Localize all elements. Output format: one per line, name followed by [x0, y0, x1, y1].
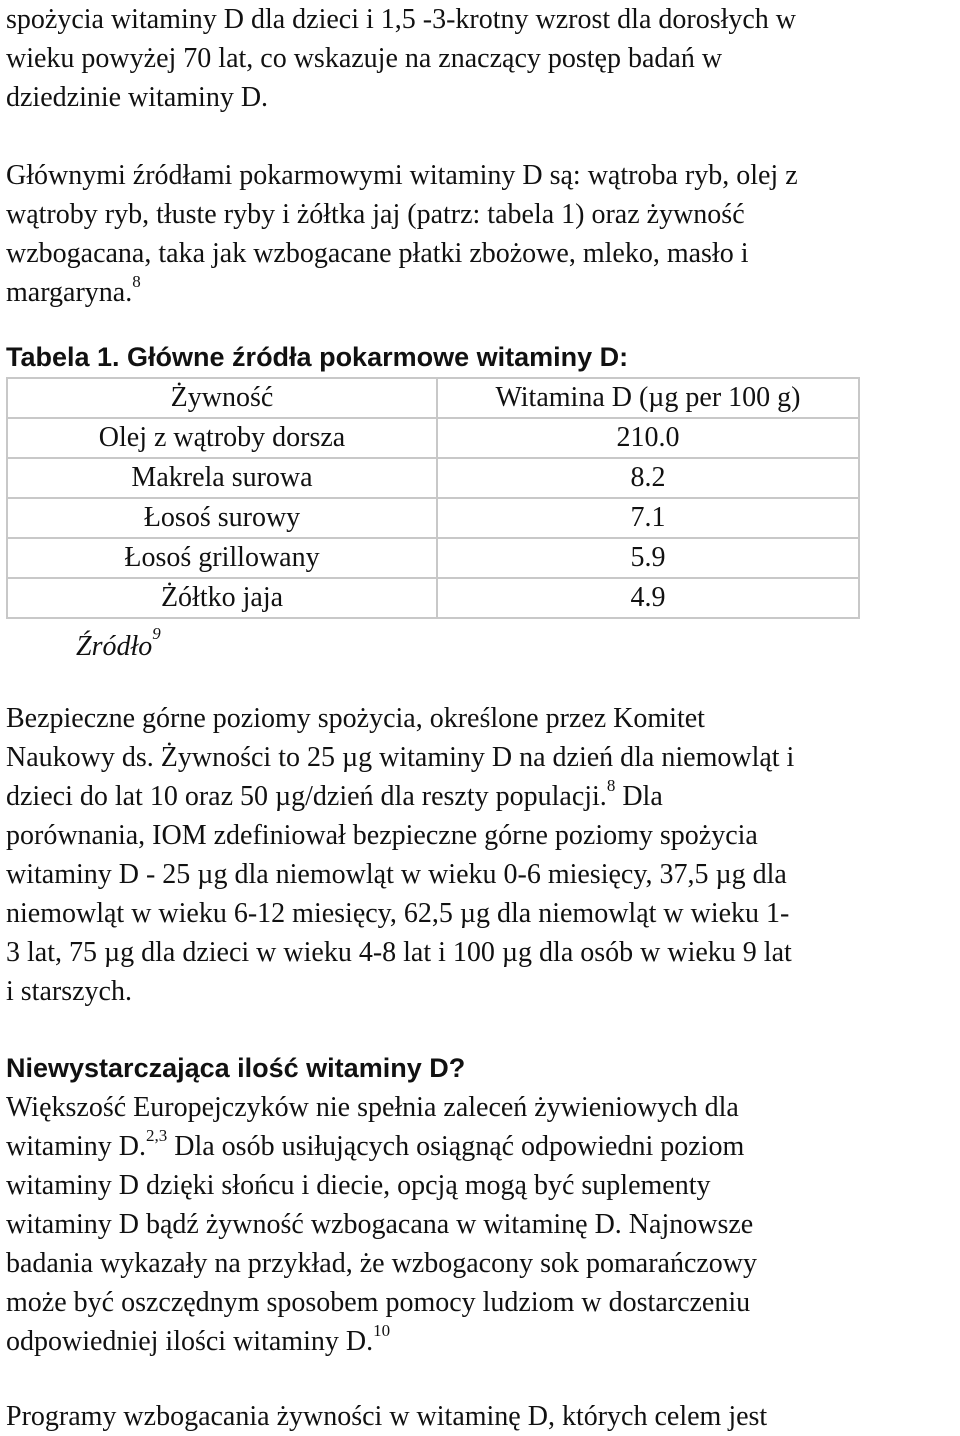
text-line — [6, 273, 798, 312]
text-line: spożycia witaminy D dla dzieci i 1,5 -3-krotny wzrost dla dorosłych w — [6, 4, 797, 35]
text-line: witaminy D dzięki słońcu i diecie, opcją mogą być suplementy — [6, 1170, 711, 1201]
food-cell: Łosoś surowy — [7, 498, 437, 538]
text-line: dziedzinie witaminy D. — [6, 82, 269, 113]
text-line: witaminy D bądź żywność wzbogacana w witaminę D. Najnowsze — [6, 1209, 754, 1240]
header-cell-food: Żywność — [7, 378, 437, 418]
food-sources-paragraph — [6, 156, 798, 312]
text-line: wątroby ryb, tłuste ryby i żółtka jaj (patrz: tabela 1) oraz żywność — [6, 199, 745, 230]
table-row — [7, 578, 859, 618]
text-line — [6, 1127, 757, 1166]
reference-superscript: 10 — [373, 1320, 391, 1340]
reference-superscript: 8 — [132, 271, 141, 291]
text-line: witaminy D - 25 µg dla niemowląt w wieku 0-6 miesięcy, 37,5 µg dla — [6, 859, 787, 890]
text-line — [6, 1322, 757, 1361]
text-line: Naukowy ds. Żywności to 25 µg witaminy D na dzień dla niemowląt i — [6, 742, 795, 773]
food-cell: Olej z wątroby dorsza — [7, 418, 437, 458]
reference-superscript: 2,3 — [146, 1125, 168, 1145]
text-line: może być oszczędnym sposobem pomocy ludziom w dostarczeniu — [6, 1287, 751, 1318]
fortification-paragraph — [6, 1397, 767, 1436]
text-segment: odpowiedniej ilości witaminy D. — [6, 1326, 374, 1357]
food-cell: Żółtko jaja — [7, 578, 437, 618]
food-cell: Makrela surowa — [7, 458, 437, 498]
text-line: Programy wzbogacania żywności w witaminę D, których celem jest — [6, 1401, 768, 1432]
text-segment: witaminy D. — [6, 1131, 146, 1162]
table-row — [7, 418, 859, 458]
table-header-row — [7, 378, 859, 418]
food-cell: Łosoś grillowany — [7, 538, 437, 578]
safe-levels-paragraph — [6, 699, 794, 1011]
table-source-note — [76, 623, 161, 667]
table-row — [7, 458, 859, 498]
text-line: porównania, IOM zdefiniował bezpieczne górne poziomy spożycia — [6, 820, 758, 851]
text-segment: margaryna. — [6, 277, 133, 308]
text-line: badania wykazały na przykład, że wzbogacony sok pomarańczowy — [6, 1248, 758, 1279]
text-line: Głównymi źródłami pokarmowymi witaminy D są: wątroba ryb, olej z — [6, 160, 798, 191]
intro-paragraph — [6, 0, 796, 117]
text-line: i starszych. — [6, 976, 132, 1007]
table-row — [7, 538, 859, 578]
header-cell-vitamin: Witamina D (µg per 100 g) — [437, 378, 859, 418]
table-title: Tabela 1. Główne źródła pokarmowe witaminy D: — [6, 342, 629, 372]
value-cell: 4.9 — [437, 578, 859, 618]
text-segment: Dla osób usiłujących osiągnąć odpowiedni poziom — [167, 1131, 745, 1162]
table-row — [7, 498, 859, 538]
text-line: niemowląt w wieku 6-12 miesięcy, 62,5 µg dla niemowląt w wieku 1- — [6, 898, 790, 929]
reference-superscript: 8 — [606, 775, 616, 795]
section-heading: Niewystarczająca ilość witaminy D? — [6, 1053, 466, 1083]
value-cell: 5.9 — [437, 538, 859, 578]
text-line: Większość Europejczyków nie spełnia zaleceń żywieniowych dla — [6, 1092, 739, 1123]
value-cell: 7.1 — [437, 498, 859, 538]
text-line: Bezpieczne górne poziomy spożycia, określone przez Komitet — [6, 703, 705, 734]
value-cell: 210.0 — [437, 418, 859, 458]
text-line: 3 lat, 75 µg dla dzieci w wieku 4-8 lat i 100 µg dla osób w wieku 9 lat — [6, 937, 792, 968]
insufficiency-paragraph — [6, 1088, 757, 1361]
text-line: wieku powyżej 70 lat, co wskazuje na znaczący postęp badań w — [6, 43, 723, 74]
vitamin-d-sources-table — [6, 377, 860, 619]
reference-superscript: 9 — [152, 623, 161, 643]
text-line: wzbogacana, taka jak wzbogacane płatki zbożowe, mleko, masło i — [6, 238, 749, 269]
text-line — [6, 777, 794, 816]
value-cell: 8.2 — [437, 458, 859, 498]
source-label: Źródło — [76, 631, 153, 662]
text-segment: dzieci do lat 10 oraz 50 µg/dzień dla reszty populacji. — [6, 781, 607, 812]
text-segment: Dla — [615, 781, 663, 812]
